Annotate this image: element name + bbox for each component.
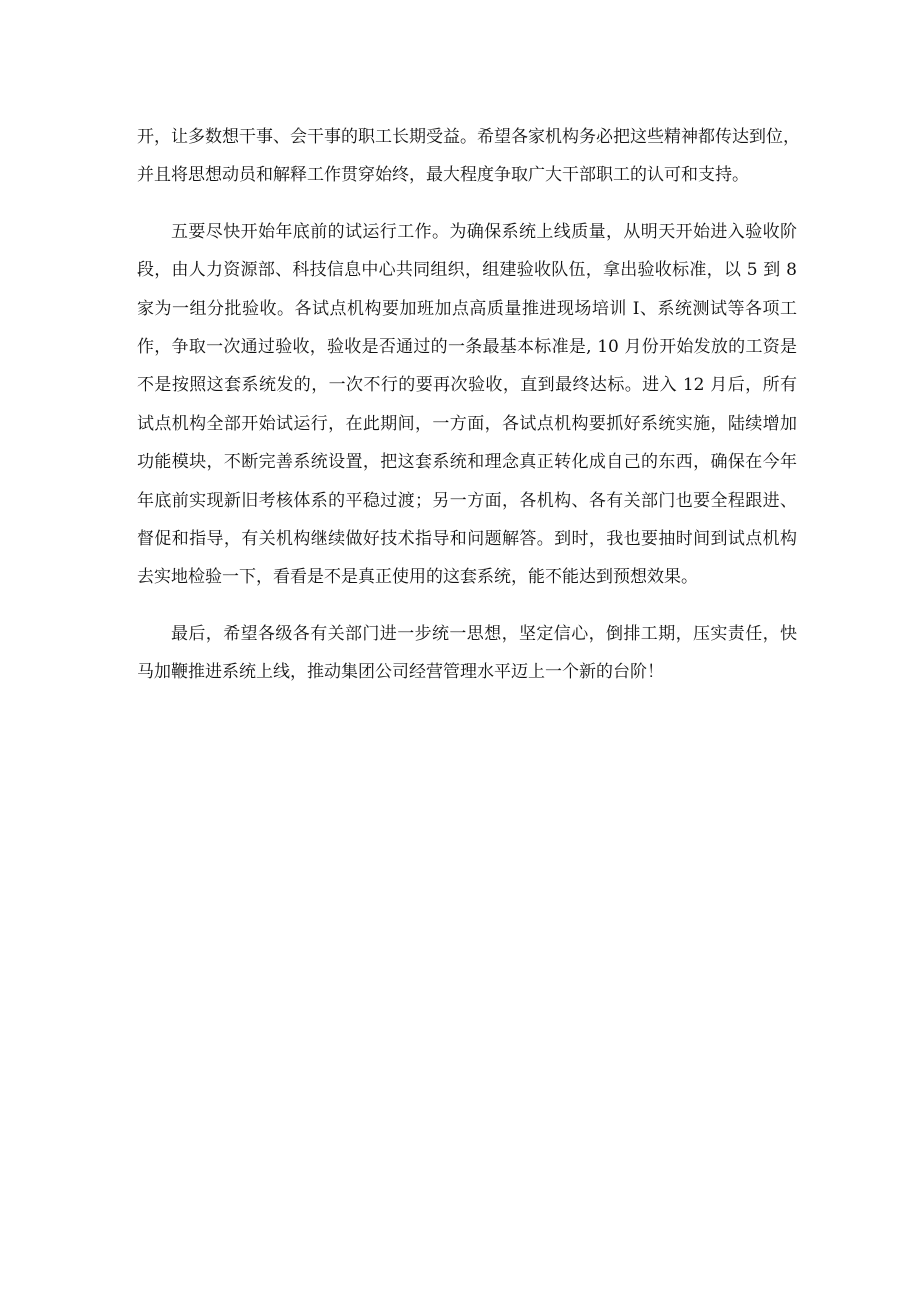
text-line: 试点机构全部开始试运行，在此期间，一方面，各试点机构要抓好系统实施，陆续增加: [137, 413, 797, 434]
text-line: 最后，希望各级各有关部门进一步统一思想，坚定信心，倒排工期，压实责任，快: [171, 623, 797, 644]
text-line: 马加鞭推进系统上线，推动集团公司经营管理水平迈上一个新的台阶！: [137, 662, 664, 683]
text-line: 段，由人力资源部、科技信息中心共同组织，组建验收队伍，拿出验收标准，以 5 到 8: [137, 260, 797, 281]
text-line: 去实地检验一下，看看是不是真正使用的这套系统，能不能达到预想效果。: [137, 567, 698, 588]
text-line: 督促和指导，有关机构继续做好技术指导和问题解答。到时，我也要抽时间到试点机构: [137, 529, 797, 550]
text-line: 五要尽快开始年底前的试运行工作。为确保系统上线质量，从明天开始进入验收阶: [171, 221, 797, 242]
text-line: 开，让多数想干事、会干事的职工长期受益。希望各家机构务必把这些精神都传达到位，: [137, 127, 800, 147]
text-line: 年底前实现新旧考核体系的平稳过渡；另一方面，各机构、各有关部门也要全程跟进、: [137, 490, 797, 511]
text-line: 作，争取一次通过验收，验收是否通过的一条最基本标准是, 10 月份开始发放的工资是: [137, 337, 797, 358]
text-line: 不是按照这套系统发的，一次不行的要再次验收，直到最终达标。进入 12 月后，所有: [137, 375, 797, 396]
text-line: 功能模块，不断完善系统设置，把这套系统和理念真正转化成自己的东西，确保在今年: [137, 452, 797, 473]
document-body: [137, 118, 800, 710]
paragraph-conclusion: [137, 615, 797, 692]
text-line: 家为一组分批验收。各试点机构要加班加点高质量推进现场培训 I、系统测试等各项工: [137, 298, 797, 319]
paragraph-continuation: [137, 118, 800, 195]
paragraph-trial-operation: [137, 213, 797, 597]
text-line: 并且将思想动员和解释工作贯穿始终，最大程度争取广大干部职工的认可和支持。: [137, 165, 749, 186]
